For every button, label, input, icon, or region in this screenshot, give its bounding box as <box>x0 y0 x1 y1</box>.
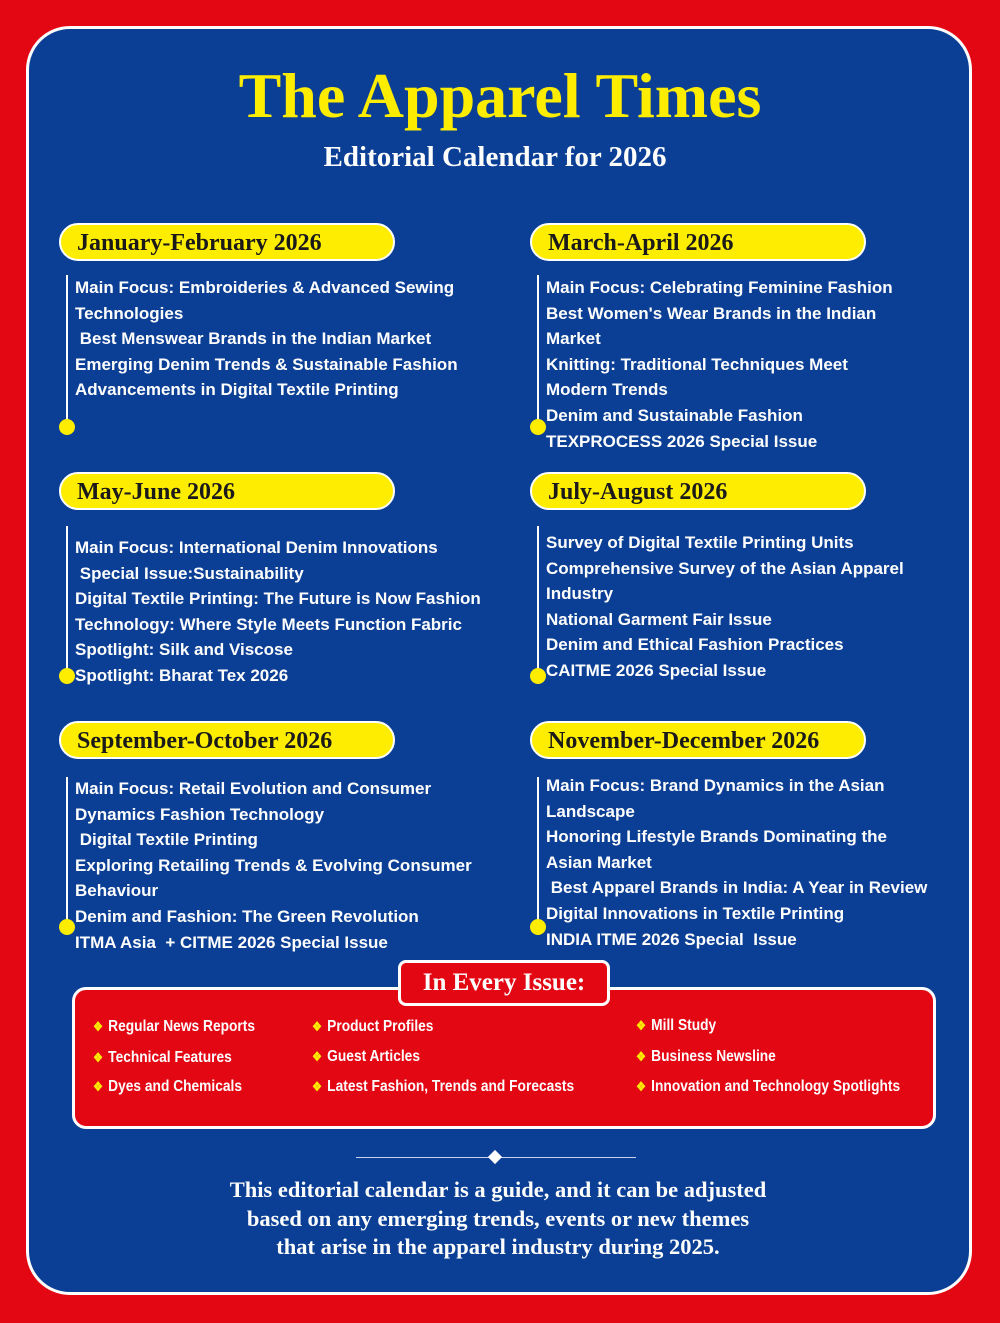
list-item: Dynamics Fashion Technology <box>75 804 325 824</box>
list-item: Best Menswear Brands in the Indian Market <box>75 329 432 349</box>
timeline-dot <box>59 668 75 684</box>
section-label: July-August 2026 <box>530 472 866 510</box>
feature-item <box>93 1049 232 1067</box>
list-item: Main Focus: International Denim Innovations <box>75 538 438 557</box>
list-item: Main Focus: Celebrating Feminine Fashion <box>546 278 893 297</box>
list-item: INDIA ITME 2026 Special Issue <box>546 929 797 949</box>
section-july-august <box>530 472 970 692</box>
four-petal-flower-icon: ❖ <box>312 1049 323 1064</box>
four-petal-flower-icon: ❖ <box>312 1019 323 1034</box>
page-subtitle: Editorial Calendar for 2026 <box>323 141 667 173</box>
feature-item <box>312 1078 574 1096</box>
list-item: Comprehensive Survey of the Asian Apparel <box>546 558 904 578</box>
list-item: Honoring Lifestyle Brands Dominating the <box>546 827 887 847</box>
every-issue-title: In Every Issue: <box>398 960 610 1006</box>
four-petal-flower-icon: ❖ <box>93 1050 104 1065</box>
page-title: The Apparel Times <box>238 60 762 131</box>
list-item: Technologies <box>75 303 184 323</box>
feature-label: Latest Fashion, Trends and Forecasts <box>327 1078 575 1095</box>
list-item: Exploring Retailing Trends & Evolving Consumer <box>75 855 472 875</box>
list-item: National Garment Fair Issue <box>546 609 772 629</box>
list-item: Main Focus: Embroideries & Advanced Sewing <box>75 278 455 297</box>
four-petal-flower-icon: ❖ <box>93 1079 104 1094</box>
timeline-line <box>66 777 68 927</box>
footer-note <box>0 1176 996 1262</box>
four-petal-flower-icon: ❖ <box>93 1019 104 1034</box>
feature-item <box>636 1048 776 1066</box>
section-items <box>546 530 986 684</box>
timeline-line <box>537 526 539 676</box>
section-may-june <box>59 472 499 692</box>
section-items <box>75 275 515 403</box>
timeline-dot <box>530 919 546 935</box>
timeline-dot <box>59 919 75 935</box>
timeline-dot <box>59 419 75 435</box>
footer-line: This editorial calendar is a guide, and it can be adjusted <box>229 1177 767 1202</box>
timeline-line <box>537 777 539 927</box>
section-label: September-October 2026 <box>59 721 395 759</box>
footer-line: based on any emerging trends, events or new themes <box>246 1205 750 1231</box>
list-item: Denim and Ethical Fashion Practices <box>546 635 844 655</box>
feature-label: Dyes and Chemicals <box>108 1078 243 1095</box>
feature-label: Technical Features <box>108 1049 232 1066</box>
feature-label: Mill Study <box>651 1017 717 1034</box>
list-item: Main Focus: Retail Evolution and Consumer <box>75 779 432 798</box>
four-petal-flower-icon: ❖ <box>636 1079 647 1094</box>
feature-label: Guest Articles <box>327 1048 420 1065</box>
list-item: ITMA Asia + CITME 2026 Special Issue <box>75 932 388 952</box>
list-item: Digital Textile Printing: The Future is Now Fashion <box>75 589 481 609</box>
list-item: Modern Trends <box>546 380 668 400</box>
feature-label: Product Profiles <box>327 1018 434 1035</box>
list-item: CAITME 2026 Special Issue <box>546 660 767 680</box>
timeline-dot <box>530 668 546 684</box>
section-september-october <box>59 721 499 951</box>
section-items <box>75 776 515 955</box>
list-item: Best Women's Wear Brands in the Indian <box>546 303 877 323</box>
list-item: Special Issue:Sustainability <box>75 563 304 583</box>
section-items <box>75 535 515 689</box>
feature-item <box>312 1048 420 1066</box>
four-petal-flower-icon: ❖ <box>312 1079 323 1094</box>
list-item: Industry <box>546 584 614 604</box>
feature-item <box>93 1018 255 1036</box>
feature-item <box>93 1078 242 1096</box>
list-item: Survey of Digital Textile Printing Units <box>546 533 854 552</box>
list-item: Spotlight: Bharat Tex 2026 <box>75 665 289 685</box>
timeline-line <box>66 526 68 676</box>
timeline-line <box>66 275 68 427</box>
section-label: March-April 2026 <box>530 223 866 261</box>
feature-label: Regular News Reports <box>108 1018 256 1035</box>
section-items <box>546 275 986 454</box>
list-item: Main Focus: Brand Dynamics in the Asian <box>546 776 885 795</box>
section-label: November-December 2026 <box>530 721 866 759</box>
feature-label: Business Newsline <box>651 1048 776 1065</box>
feature-item <box>636 1078 900 1096</box>
list-item: Knitting: Traditional Techniques Meet <box>546 354 848 374</box>
list-item: Denim and Fashion: The Green Revolution <box>75 906 419 926</box>
feature-item <box>312 1018 433 1036</box>
list-item: Spotlight: Silk and Viscose <box>75 640 293 660</box>
feature-label: Innovation and Technology Spotlights <box>651 1078 901 1095</box>
list-item: Technology: Where Style Meets Function Fabric <box>75 614 462 634</box>
section-january-february <box>59 223 499 443</box>
list-item: Digital Textile Printing <box>75 830 258 850</box>
list-item: Advancements in Digital Textile Printing <box>75 380 399 400</box>
section-items <box>546 773 986 952</box>
timeline-line <box>537 275 539 427</box>
list-item: Market <box>546 329 601 349</box>
section-march-april <box>530 223 970 451</box>
list-item: Best Apparel Brands in India: A Year in Review <box>546 878 928 898</box>
feature-item <box>636 1017 716 1035</box>
list-item: TEXPROCESS 2026 Special Issue <box>546 431 818 451</box>
timeline-dot <box>530 419 546 435</box>
section-november-december <box>530 721 970 951</box>
list-item: Landscape <box>546 801 635 821</box>
list-item: Asian Market <box>546 852 652 872</box>
list-item: Digital Innovations in Textile Printing <box>546 903 845 923</box>
list-item: Emerging Denim Trends & Sustainable Fashion <box>75 354 458 374</box>
four-petal-flower-icon: ❖ <box>636 1049 647 1064</box>
section-label: January-February 2026 <box>59 223 395 261</box>
list-item: Denim and Sustainable Fashion <box>546 405 803 425</box>
list-item: Behaviour <box>75 881 159 901</box>
footer-line: that arise in the apparel industry during 2025. <box>276 1234 720 1259</box>
section-label: May-June 2026 <box>59 472 395 510</box>
four-petal-flower-icon: ❖ <box>636 1018 647 1033</box>
